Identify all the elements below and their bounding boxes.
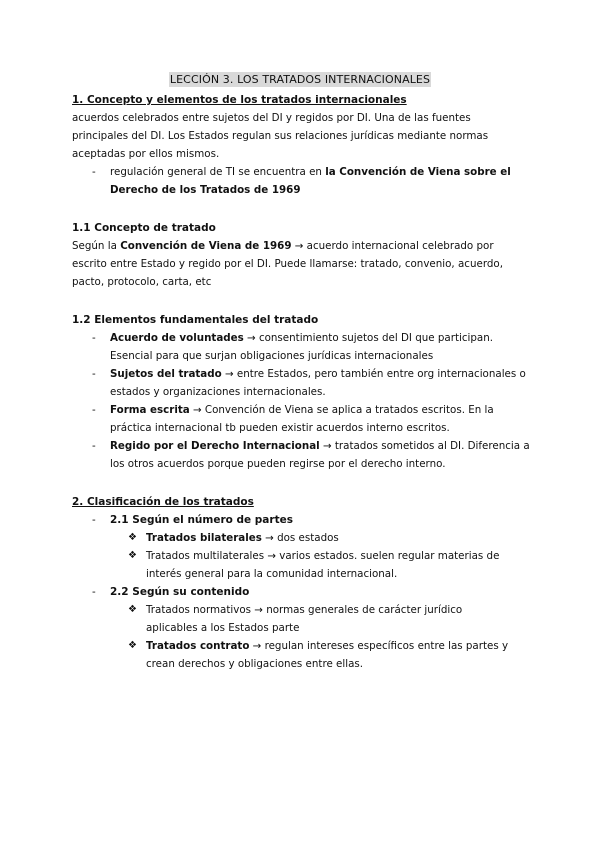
diamond-bullet-icon: ❖ [128, 640, 137, 651]
bullet-dash: - [92, 368, 96, 380]
list-item: Sujetos del tratado → entre Estados, pero también entre org internacionales o [110, 368, 526, 380]
section-1-1-heading: 1.1 Concepto de tratado [72, 222, 216, 234]
list-item-continued: interés general para la comunidad internacional. [146, 568, 398, 580]
list-item-continued: práctica internacional tb pueden existir acuerdos interno escritos. [110, 422, 450, 434]
list-item: Regido por el Derecho Internacional → tratados sometidos al DI. Diferencia a [110, 440, 530, 452]
lesson-title: LECCIÓN 3. LOS TRATADOS INTERNACIONALES [169, 73, 431, 86]
section-1-heading: 1. Concepto y elementos de los tratados internacionales [72, 94, 407, 106]
paragraph-line: pacto, protocolo, carta, etc [72, 276, 212, 288]
paragraph-line: Según la Convención de Viena de 1969 → acuerdo internacional celebrado por [72, 240, 494, 252]
paragraph-line: acuerdos celebrados entre sujetos del DI y regidos por DI. Una de las fuentes [72, 112, 471, 124]
list-item-continued: Esencial para que surjan obligaciones jurídicas internacionales [110, 350, 434, 362]
bullet-text: regulación general de TI se encuentra en la Convención de Viena sobre el [110, 166, 511, 178]
bullet-dash: - [92, 404, 96, 416]
diamond-bullet-icon: ❖ [128, 550, 137, 561]
bullet-dash: - [92, 514, 96, 526]
diamond-bullet-icon: ❖ [128, 532, 137, 543]
bullet-dash: - [92, 586, 96, 598]
list-item-continued: aplicables a los Estados parte [146, 622, 300, 634]
subsection-2-2-heading: 2.2 Según su contenido [110, 586, 250, 598]
bullet-text-continued: Derecho de los Tratados de 1969 [110, 184, 301, 196]
subsection-2-1-heading: 2.1 Según el número de partes [110, 514, 293, 526]
list-item: Forma escrita → Convención de Viena se aplica a tratados escritos. En la [110, 404, 494, 416]
paragraph-line: principales del DI. Los Estados regulan sus relaciones jurídicas mediante normas [72, 130, 489, 142]
list-item-continued: los otros acuerdos porque pueden regirse por el derecho interno. [110, 458, 446, 470]
paragraph-line: aceptadas por ellos mismos. [72, 148, 220, 160]
section-2-heading: 2. Clasificación de los tratados [72, 496, 254, 508]
paragraph-line: escrito entre Estado y regido por el DI. Puede llamarse: tratado, convenio, acuerdo, [72, 258, 503, 270]
list-item: Tratados normativos → normas generales de carácter jurídico [146, 604, 463, 616]
bullet-dash: - [92, 440, 96, 452]
list-item: Tratados bilaterales → dos estados [146, 532, 339, 544]
bullet-dash: - [92, 166, 96, 178]
list-item-continued: crean derechos y obligaciones entre ellas. [146, 658, 364, 670]
list-item: Tratados multilaterales → varios estados. suelen regular materias de [146, 550, 500, 562]
section-1-2-heading: 1.2 Elementos fundamentales del tratado [72, 314, 319, 326]
list-item-continued: estados y organizaciones internacionales. [110, 386, 326, 398]
diamond-bullet-icon: ❖ [128, 604, 137, 615]
list-item: Acuerdo de voluntades → consentimiento sujetos del DI que participan. [110, 332, 494, 344]
list-item: Tratados contrato → regulan intereses específicos entre las partes y [146, 640, 509, 652]
bullet-dash: - [92, 332, 96, 344]
